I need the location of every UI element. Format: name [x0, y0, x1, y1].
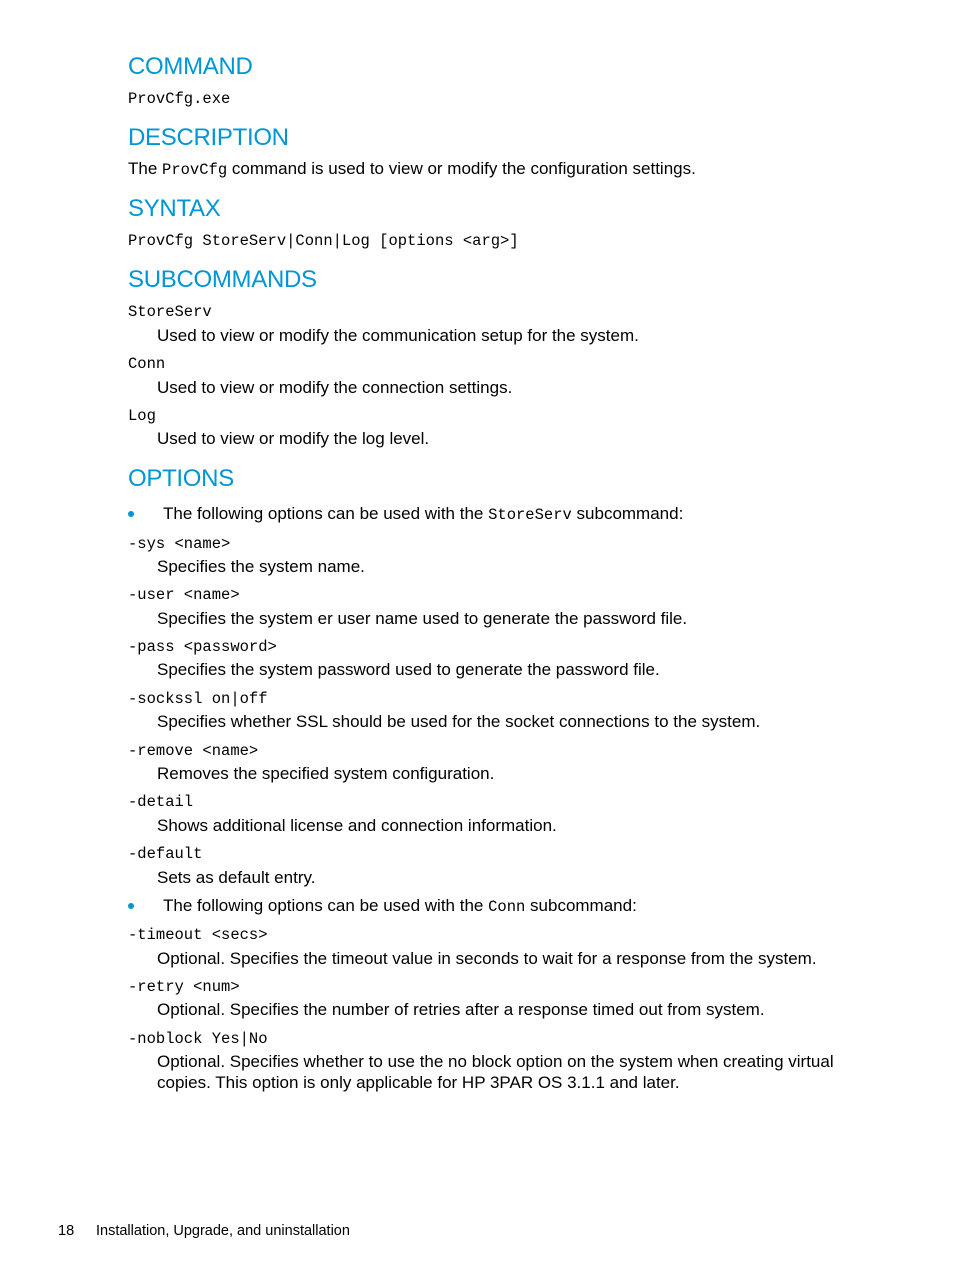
option-desc: Sets as default entry.	[157, 868, 316, 887]
bullet-code: Conn	[488, 898, 526, 916]
option-desc: Removes the specified system configuration.	[157, 764, 495, 783]
option-term: -noblock Yes|No	[128, 1030, 268, 1048]
bullet-code: StoreServ	[488, 506, 572, 524]
bullet-text	[163, 503, 683, 526]
option-term: -remove <name>	[128, 742, 259, 760]
subcommand-desc: Used to view or modify the communication setup for the system.	[157, 326, 639, 345]
subcommands-heading: SUBCOMMANDS	[128, 266, 317, 293]
page-number: 18	[58, 1223, 75, 1239]
subcommand-term: Conn	[128, 355, 166, 373]
bullet-item	[128, 895, 828, 916]
option-desc: Optional. Specifies whether to use the no block option on the system when creating virtual copies. This option is only applicable for HP 3PAR OS 3.1.1 and later.	[157, 1052, 834, 1092]
option-term: -default	[128, 845, 203, 863]
option-term: -sys <name>	[128, 535, 231, 553]
subcommand-desc: Used to view or modify the log level.	[157, 429, 430, 448]
subcommand-desc: Used to view or modify the connection settings.	[157, 378, 513, 397]
option-term: -detail	[128, 793, 194, 811]
bullet-text	[163, 895, 637, 918]
option-term: -user <name>	[128, 586, 240, 604]
bullet-icon	[128, 511, 134, 517]
option-term: -retry <num>	[128, 978, 240, 996]
subcommand-term: StoreServ	[128, 303, 212, 321]
description-text	[128, 158, 696, 181]
command-code: ProvCfg.exe	[128, 90, 231, 108]
description-text-after: command is used to view or modify the configuration settings.	[227, 159, 696, 178]
bullet-text-after: subcommand:	[525, 896, 637, 915]
option-desc: Optional. Specifies the number of retries after a response timed out from system.	[157, 1000, 765, 1019]
syntax-code: ProvCfg StoreServ|Conn|Log [options <arg>]	[128, 232, 519, 250]
option-desc: Specifies the system er user name used to generate the password file.	[157, 609, 688, 628]
bullet-text-before: The following options can be used with the	[163, 504, 489, 523]
options-heading: OPTIONS	[128, 465, 234, 492]
description-heading: DESCRIPTION	[128, 124, 289, 151]
bullet-item	[128, 503, 828, 524]
option-desc: Shows additional license and connection information.	[157, 816, 557, 835]
option-term: -timeout <secs>	[128, 926, 268, 944]
description-code: ProvCfg	[162, 161, 228, 179]
bullet-text-after: subcommand:	[571, 504, 684, 523]
subcommand-term: Log	[128, 407, 156, 425]
description-text-before: The	[128, 159, 163, 178]
command-heading: COMMAND	[128, 53, 253, 80]
syntax-heading: SYNTAX	[128, 195, 221, 222]
option-term: -pass <password>	[128, 638, 277, 656]
option-desc: Specifies the system name.	[157, 557, 365, 576]
option-desc: Specifies whether SSL should be used for the socket connections to the system.	[157, 712, 761, 731]
bullet-icon	[128, 903, 134, 909]
option-term: -sockssl on|off	[128, 690, 268, 708]
bullet-text-before: The following options can be used with the	[163, 896, 489, 915]
footer-title: Installation, Upgrade, and uninstallation	[96, 1223, 350, 1239]
option-desc: Optional. Specifies the timeout value in seconds to wait for a response from the system.	[157, 949, 817, 968]
option-desc: Specifies the system password used to generate the password file.	[157, 660, 660, 679]
